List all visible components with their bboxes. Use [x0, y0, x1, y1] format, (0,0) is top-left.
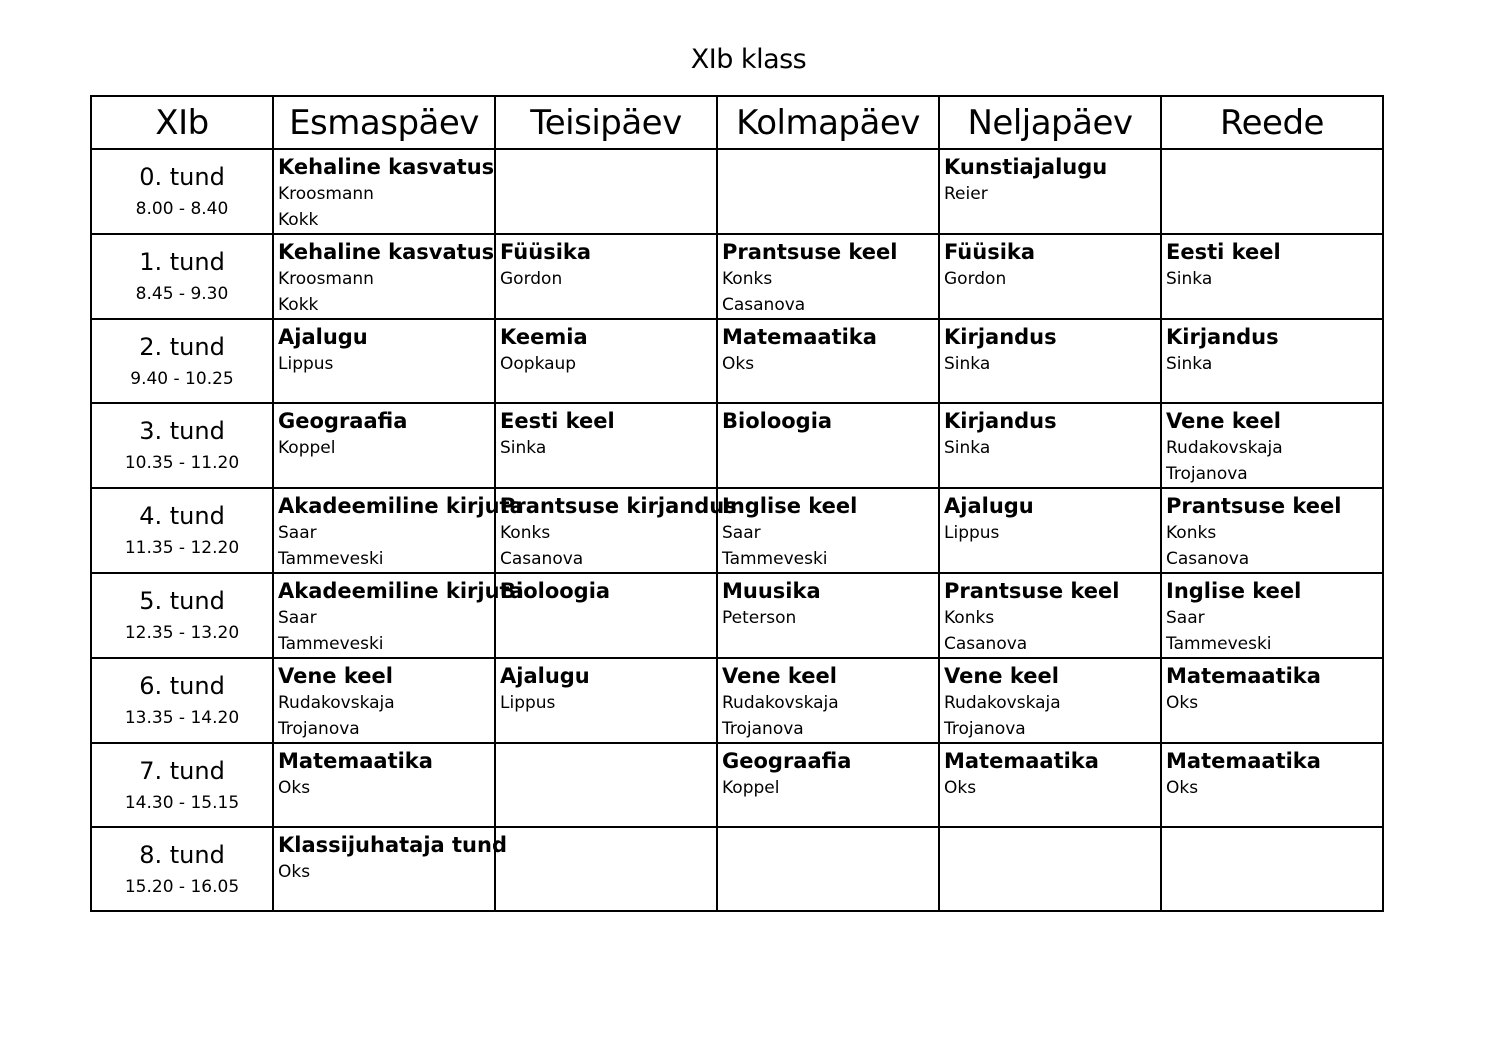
slot-time: 8.00 - 8.40 [135, 199, 229, 219]
lesson-cell [717, 743, 939, 827]
teacher-name: Kokk [278, 295, 319, 315]
lesson-cell [717, 658, 939, 743]
teacher-name: Peterson [722, 608, 797, 628]
teacher-name: Kokk [278, 210, 319, 230]
subject-name: Bioloogia [500, 579, 611, 603]
teacher-name: Lippus [944, 523, 1000, 543]
lesson-slot [91, 403, 273, 488]
subject-name: Bioloogia [722, 409, 833, 433]
header-row [91, 96, 1383, 149]
lesson-cell [495, 149, 717, 234]
lesson-cell [939, 403, 1161, 488]
lesson-cell [273, 319, 495, 403]
lesson-cell [495, 403, 717, 488]
subject-name: Matemaatika [722, 325, 877, 349]
teacher-name: Sinka [944, 354, 991, 374]
slot-name: 2. tund [139, 333, 225, 361]
teacher-name: Lippus [500, 693, 556, 713]
lesson-cell [495, 573, 717, 658]
subject-name: Prantsuse keel [722, 240, 898, 264]
lesson-cell [1161, 573, 1383, 658]
lesson-row [91, 488, 1383, 573]
slot-name: 3. tund [139, 417, 225, 445]
teacher-name: Gordon [944, 269, 1007, 289]
teacher-name: Trojanova [278, 719, 360, 739]
teacher-name: Saar [1166, 608, 1205, 628]
subject-name: Vene keel [278, 664, 393, 688]
lesson-slot [91, 319, 273, 403]
lesson-cell [273, 573, 524, 658]
teacher-name: Saar [278, 608, 317, 628]
lesson-row [91, 149, 1383, 234]
teacher-name: Trojanova [1166, 464, 1248, 484]
teacher-name: Tammeveski [278, 549, 384, 569]
lesson-cell [717, 488, 939, 573]
subject-name: Inglise keel [722, 494, 858, 518]
teacher-name: Tammeveski [1166, 634, 1272, 654]
lesson-cell [1161, 488, 1383, 573]
teacher-name: Saar [722, 523, 761, 543]
teacher-name: Koppel [278, 438, 336, 458]
lesson-slot [91, 149, 273, 234]
lesson-cell [717, 319, 939, 403]
lesson-slot [91, 743, 273, 827]
lesson-row [91, 573, 1383, 658]
lesson-cell [273, 149, 495, 234]
header-class: XIb [91, 96, 273, 149]
lesson-cell [1161, 658, 1383, 743]
teacher-name: Casanova [500, 549, 584, 569]
subject-name: Kehaline kasvatus [278, 240, 495, 264]
teacher-name: Rudakovskaja [944, 693, 1061, 713]
subject-name: Akadeemiline kirjuta [278, 494, 524, 518]
subject-name: Eesti keel [500, 409, 615, 433]
header-wednesday: Kolmapäev [717, 96, 939, 149]
slot-name: 7. tund [139, 757, 225, 785]
subject-name: Keemia [500, 325, 588, 349]
header-tuesday: Teisipäev [495, 96, 717, 149]
slot-time: 13.35 - 14.20 [124, 708, 240, 728]
subject-name: Geograafia [722, 749, 852, 773]
lesson-slot [91, 827, 273, 911]
lesson-cell [717, 403, 939, 488]
teacher-name: Konks [722, 269, 773, 289]
subject-name: Prantsuse kirjandus [500, 494, 737, 518]
lesson-cell [495, 743, 717, 827]
teacher-name: Casanova [722, 295, 806, 315]
subject-name: Prantsuse keel [1166, 494, 1342, 518]
lesson-cell [1161, 149, 1383, 234]
lesson-cell [273, 403, 495, 488]
subject-name: Kirjandus [944, 409, 1057, 433]
lesson-cell [495, 319, 717, 403]
lesson-cell [495, 827, 717, 911]
teacher-name: Casanova [944, 634, 1028, 654]
lesson-row [91, 743, 1383, 827]
slot-name: 5. tund [139, 587, 225, 615]
lesson-cell [273, 488, 524, 573]
lesson-cell [495, 488, 737, 573]
lesson-cell [273, 234, 495, 319]
subject-name: Kehaline kasvatus [278, 155, 495, 179]
lesson-cell [939, 488, 1161, 573]
subject-name: Klassijuhataja tund [278, 833, 507, 857]
subject-name: Vene keel [944, 664, 1059, 688]
teacher-name: Gordon [500, 269, 563, 289]
lesson-row [91, 319, 1383, 403]
lesson-cell [1161, 743, 1383, 827]
lesson-cell [717, 234, 939, 319]
lesson-cell [273, 743, 495, 827]
teacher-name: Rudakovskaja [722, 693, 839, 713]
lesson-cell [939, 234, 1161, 319]
subject-name: Matemaatika [1166, 749, 1321, 773]
lesson-row [91, 827, 1383, 911]
teacher-name: Koppel [722, 778, 780, 798]
subject-name: Füüsika [500, 240, 592, 264]
teacher-name: Oks [1166, 778, 1199, 798]
slot-time: 15.20 - 16.05 [124, 877, 240, 897]
subject-name: Ajalugu [278, 325, 368, 349]
subject-name: Kirjandus [1166, 325, 1279, 349]
lesson-row [91, 403, 1383, 488]
teacher-name: Konks [1166, 523, 1217, 543]
slot-time: 11.35 - 12.20 [124, 538, 240, 558]
teacher-name: Casanova [1166, 549, 1250, 569]
header-friday: Reede [1161, 96, 1383, 149]
teacher-name: Saar [278, 523, 317, 543]
subject-name: Muusika [722, 579, 821, 603]
slot-time: 12.35 - 13.20 [124, 623, 240, 643]
lesson-cell [939, 658, 1161, 743]
lesson-cell [717, 573, 939, 658]
subject-name: Prantsuse keel [944, 579, 1120, 603]
lesson-cell [939, 827, 1161, 911]
slot-time: 8.45 - 9.30 [135, 284, 229, 304]
lesson-cell [1161, 403, 1383, 488]
lesson-cell [939, 573, 1161, 658]
teacher-name: Lippus [278, 354, 334, 374]
subject-name: Matemaatika [278, 749, 433, 773]
teacher-name: Tammeveski [278, 634, 384, 654]
subject-name: Kunstiajalugu [944, 155, 1108, 179]
lesson-cell [717, 149, 939, 234]
teacher-name: Rudakovskaja [278, 693, 395, 713]
lesson-cell [1161, 827, 1383, 911]
subject-name: Inglise keel [1166, 579, 1302, 603]
lesson-cell [939, 743, 1161, 827]
subject-name: Ajalugu [500, 664, 590, 688]
lesson-slot [91, 658, 273, 743]
lesson-cell [273, 827, 507, 911]
lesson-cell [495, 658, 717, 743]
lesson-slot [91, 234, 273, 319]
slot-name: 0. tund [139, 163, 225, 191]
timetable [90, 95, 1384, 912]
subject-name: Matemaatika [944, 749, 1099, 773]
page-title: XIb klass [690, 44, 807, 75]
lesson-cell [939, 149, 1161, 234]
teacher-name: Kroosmann [278, 184, 374, 204]
teacher-name: Oks [944, 778, 977, 798]
teacher-name: Oks [722, 354, 755, 374]
lesson-slot [91, 488, 273, 573]
subject-name: Füüsika [944, 240, 1036, 264]
teacher-name: Sinka [944, 438, 991, 458]
subject-name: Vene keel [722, 664, 837, 688]
subject-name: Akadeemiline kirjuta [278, 579, 524, 603]
teacher-name: Oks [278, 778, 311, 798]
lesson-row [91, 658, 1383, 743]
teacher-name: Konks [500, 523, 551, 543]
subject-name: Kirjandus [944, 325, 1057, 349]
teacher-name: Trojanova [722, 719, 804, 739]
header-thursday: Neljapäev [939, 96, 1161, 149]
lesson-cell [717, 827, 939, 911]
slot-name: 4. tund [139, 502, 225, 530]
teacher-name: Sinka [1166, 354, 1213, 374]
lesson-cell [939, 319, 1161, 403]
teacher-name: Rudakovskaja [1166, 438, 1283, 458]
subject-name: Eesti keel [1166, 240, 1281, 264]
slot-name: 1. tund [139, 248, 225, 276]
teacher-name: Oks [278, 862, 311, 882]
timetable-body [91, 149, 1383, 911]
slot-name: 8. tund [139, 841, 225, 869]
teacher-name: Reier [944, 184, 988, 204]
subject-name: Geograafia [278, 409, 408, 433]
teacher-name: Trojanova [944, 719, 1026, 739]
teacher-name: Kroosmann [278, 269, 374, 289]
teacher-name: Tammeveski [722, 549, 828, 569]
teacher-name: Konks [944, 608, 995, 628]
header-monday: Esmaspäev [273, 96, 495, 149]
teacher-name: Sinka [500, 438, 547, 458]
slot-name: 6. tund [139, 672, 225, 700]
lesson-slot [91, 573, 273, 658]
teacher-name: Sinka [1166, 269, 1213, 289]
lesson-cell [273, 658, 495, 743]
lesson-cell [495, 234, 717, 319]
lesson-cell [1161, 319, 1383, 403]
lesson-row [91, 234, 1383, 319]
slot-time: 10.35 - 11.20 [124, 453, 240, 473]
lesson-cell [1161, 234, 1383, 319]
slot-time: 9.40 - 10.25 [130, 369, 234, 389]
teacher-name: Oks [1166, 693, 1199, 713]
slot-time: 14.30 - 15.15 [124, 793, 240, 813]
subject-name: Vene keel [1166, 409, 1281, 433]
teacher-name: Oopkaup [500, 354, 577, 374]
subject-name: Ajalugu [944, 494, 1034, 518]
subject-name: Matemaatika [1166, 664, 1321, 688]
